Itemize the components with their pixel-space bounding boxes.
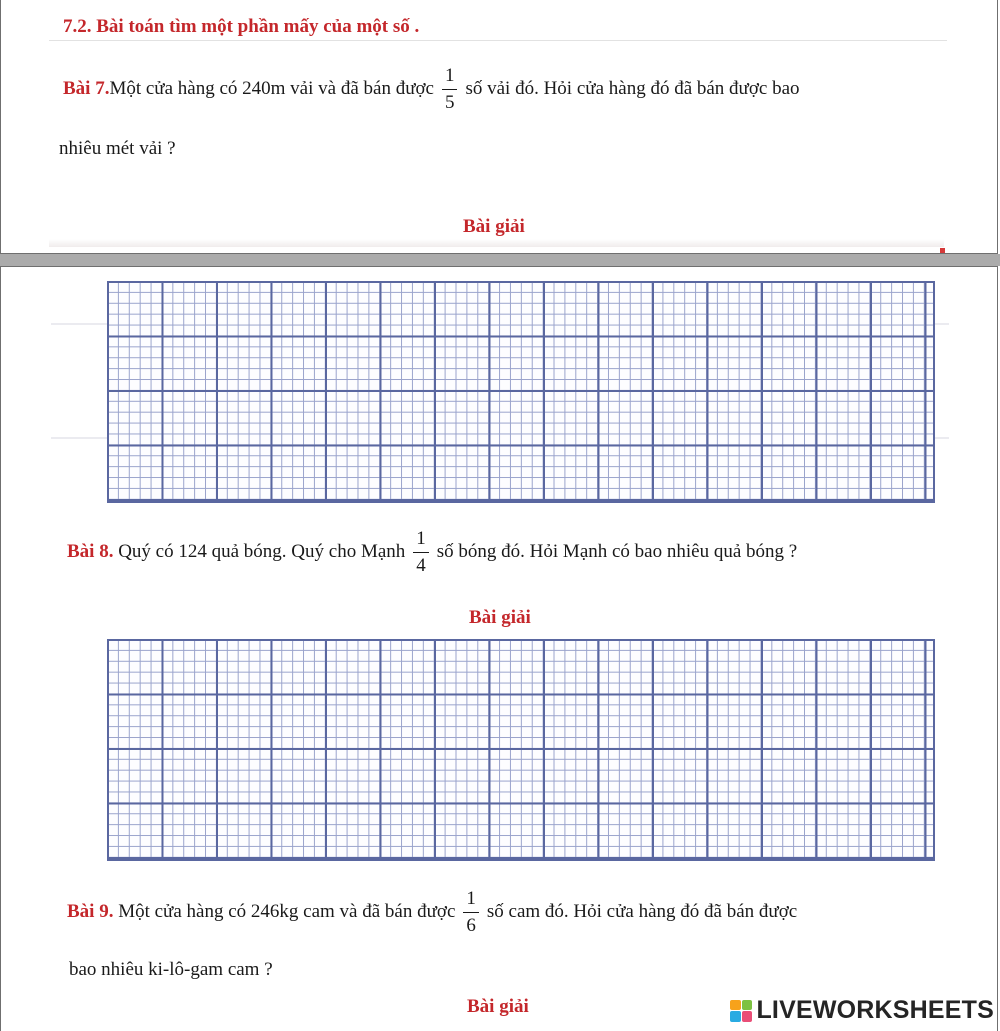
problem-9-fraction	[463, 889, 479, 936]
problem-9-continuation: bao nhiêu ki-lô-gam cam ?	[69, 959, 273, 980]
fraction-denominator: 4	[416, 554, 426, 576]
decorative-dot	[940, 248, 945, 253]
problem-8	[67, 529, 797, 576]
problem-9-solution-title: Bài giải	[467, 996, 529, 1017]
problem-9-text-after: số cam đó. Hỏi cửa hàng đó đã bán được	[486, 900, 798, 922]
bottom-panel	[0, 266, 998, 1031]
fraction-numerator: 1	[413, 529, 429, 553]
section-heading: 7.2. Bài toán tìm một phần mấy của một số .	[63, 16, 420, 37]
problem-7-text-before: Một cửa hàng có 240m vải và đã bán được	[109, 77, 434, 99]
problem-8-text-before: Quý có 124 quả bóng. Quý cho Mạnh	[118, 540, 406, 562]
watermark-text: LIVEWORKSHEETS	[756, 996, 994, 1024]
liveworksheets-watermark	[730, 996, 994, 1025]
problem-8-label: Bài 8.	[67, 540, 114, 562]
problem-7-solution-title: Bài giải	[463, 216, 525, 237]
logo-square	[730, 1011, 741, 1022]
fraction-numerator: 1	[463, 889, 479, 913]
answer-grid-8[interactable]	[107, 639, 935, 861]
fraction-numerator: 1	[442, 66, 458, 90]
fraction-denominator: 5	[444, 91, 455, 113]
problem-7-fraction	[442, 66, 458, 113]
answer-grid-7[interactable]	[107, 281, 935, 503]
problem-8-text-after: số bóng đó. Hỏi Mạnh có bao nhiêu quả bóng ?	[436, 540, 798, 562]
liveworksheets-logo-icon	[730, 1000, 752, 1022]
problem-7-label: Bài 7.	[63, 77, 110, 99]
logo-square	[742, 1011, 753, 1022]
problem-7-continuation: nhiêu mét vải ?	[59, 138, 176, 159]
problem-7	[63, 66, 800, 113]
problem-8-fraction	[413, 529, 429, 576]
problem-9	[67, 889, 797, 936]
problem-8-solution-title: Bài giải	[469, 607, 531, 628]
logo-square	[730, 1000, 741, 1011]
panel-separator	[0, 254, 1000, 266]
top-panel	[0, 0, 998, 254]
fraction-denominator: 6	[466, 914, 476, 936]
problem-7-text-after: số vải đó. Hỏi cửa hàng đó đã bán được bao	[465, 77, 800, 99]
problem-9-label: Bài 9.	[67, 900, 114, 922]
problem-9-text-before: Một cửa hàng có 246kg cam và đã bán được	[118, 900, 456, 922]
logo-square	[742, 1000, 753, 1011]
